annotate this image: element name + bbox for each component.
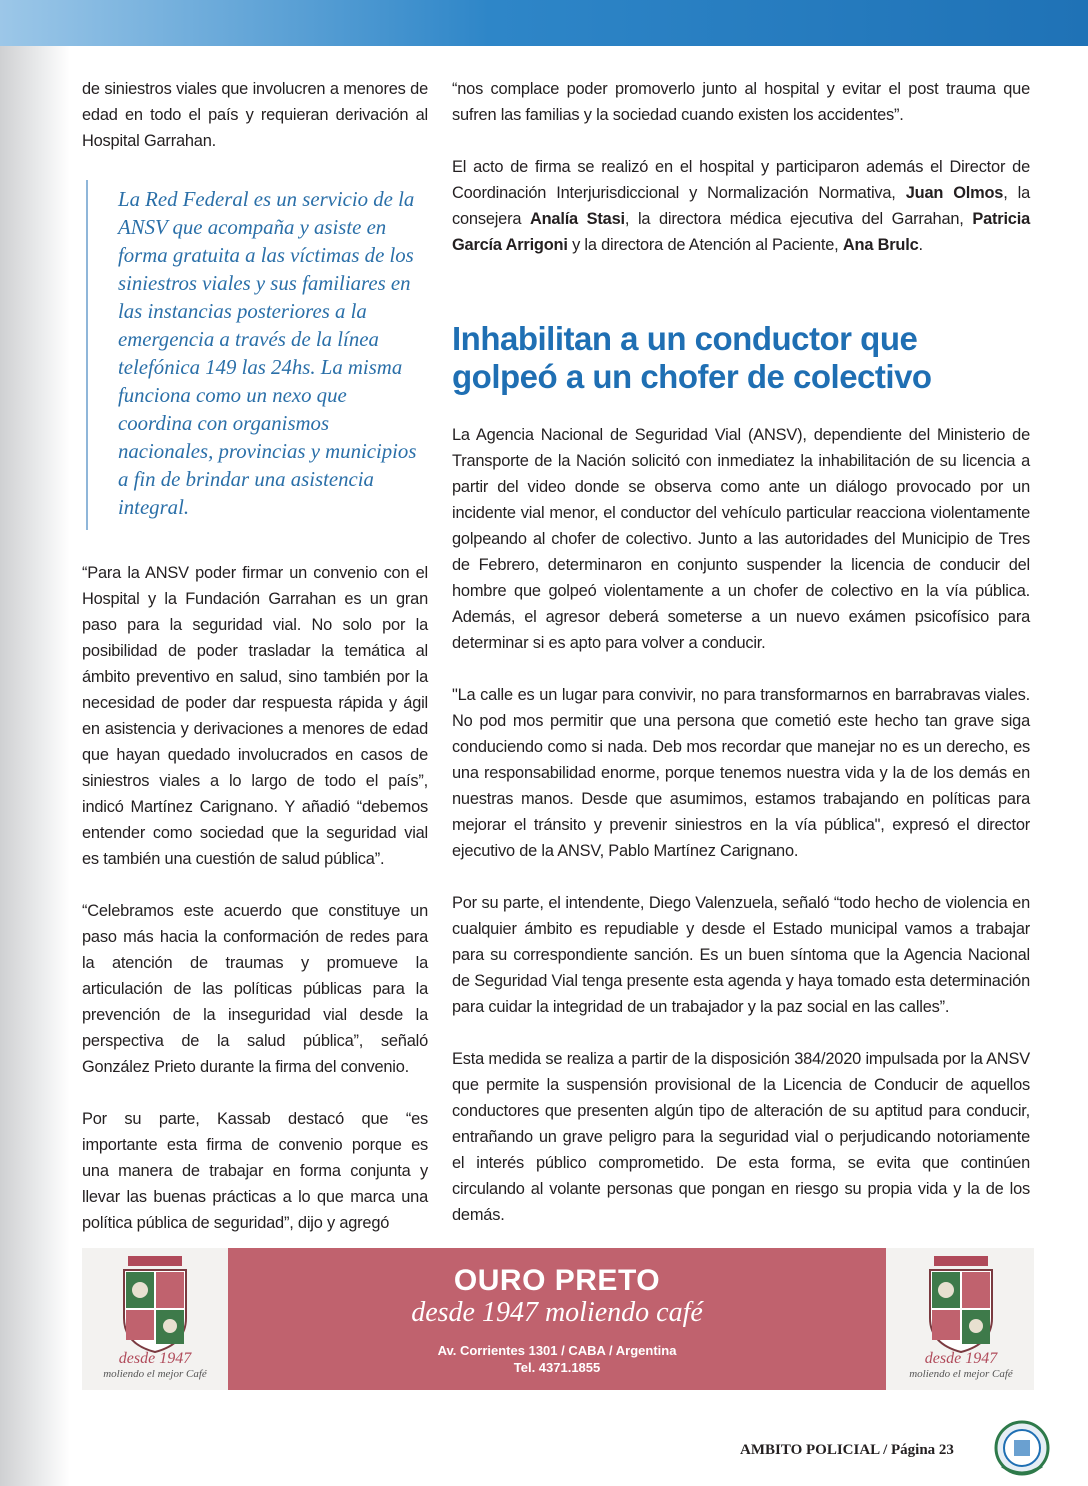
right-paragraph-3: La Agencia Nacional de Seguridad Vial (ANSV), dependiente del Ministerio de Transporte de la Nación solicitó con inmediatez la inhabilitación de su licencia a partir del video donde se observa como ante un diálogo provocado por un incidente vial menor, el conductor del vehículo particular reacciona violentamente golpeando al chofer de colectivo. Junto a las autoridades del Municipio de Tres de Febrero, determinaron en conjunto suspender la licencia de conducir del hombre que golpeó violentamente a un chofer de colectivo en la vía pública. Además, el agresor deberá someterse a un nuevo exámen psicofísico para determinar si es apto para volver a conducir. bbox=[452, 426, 1030, 652]
text-span: y la directora de Atención al Paciente, bbox=[567, 236, 843, 254]
right-paragraph-1: “nos complace poder promoverlo junto al hospital y evitar el post trauma que sufren las familias y la sociedad cuando existen los accidentes”. bbox=[452, 80, 1030, 124]
police-seal-icon bbox=[994, 1418, 1050, 1480]
right-paragraph-6: Esta medida se realiza a partir de la disposición 384/2020 impulsada por la ANSV que permite la suspensión provisional de la Licencia de Conducir de aquellos conductores que presenten algún tipo de alteración de su aptitud para conducir, entrañando un grave peligro para la seguridad vial o perjudicando notoriamente el interés público comprometido. De esta forma, se evita que continúen circulando al volante personas que pongan en riesgo su propia vida y la de los demás. bbox=[452, 1050, 1030, 1224]
crest-logo-left bbox=[82, 1248, 228, 1390]
pull-quote: La Red Federal es un servicio de la ANSV que acompaña y asiste en forma gratuita a las víctimas de los siniestros viales y sus familiares en las instancias posteriores a la emergencia a través de la línea telefónica 149 las 24hs. La misma funciona como un nexo que coordina con organismos nacionales, provincias y municipios a fin de brindar una asistencia integral. bbox=[86, 180, 428, 530]
crest-caption: desde 1947 bbox=[118, 1350, 192, 1367]
header-bar bbox=[0, 0, 1088, 46]
crest-subcaption: moliendo el mejor Café bbox=[103, 1368, 207, 1380]
ad-phone: Tel. 4371.1855 bbox=[513, 1360, 601, 1375]
right-paragraph-2 bbox=[452, 154, 1030, 258]
ad-address: Av. Corrientes 1301 / CABA / Argentina bbox=[437, 1343, 677, 1358]
person-name: Analía Stasi bbox=[529, 210, 625, 228]
ad-brand-name: OURO PRETO bbox=[453, 1264, 661, 1297]
article-headline: Inhabilitan a un conductor que golpeó a un chofer de colectivo bbox=[452, 320, 932, 395]
left-paragraph-4: Por su parte, Kassab destacó que “es importante esta firma de convenio porque es una manera de trabajar en forma conjunta y llevar las buenas prácticas a lo que marca una política pública de seguridad”, dijo y agregó bbox=[82, 1110, 428, 1232]
page-footer: AMBITO POLICIAL / Página 23 bbox=[740, 1442, 954, 1458]
right-paragraph-5: Por su parte, el intendente, Diego Valenzuela, señaló “todo hecho de violencia en cualquier ámbito es repudiable y desde el Estado municipal vamos a trabajar para su correspondiente sanción. Es un buen síntoma que la Agencia Nacional de Seguridad Vial tenga presente esta agenda y haya tomado esta determinación para cuidar la integridad de un trabajador y la paz social en las calles”. bbox=[452, 894, 1030, 1016]
page-gutter-shadow bbox=[0, 46, 70, 1486]
left-paragraph-2: “Para la ANSV poder firmar un convenio con el Hospital y la Fundación Garrahan es un gran paso para la seguridad vial. No solo por la posibilidad de poder trasladar la temática al ámbito preventivo en salud, sino también por la necesidad de poder dar respuesta rápida y ágil en asistencia y derivaciones a menores de edad que hayan quedado involucrados en casos de siniestros viales a lo largo de todo el país”, indicó Martínez Carignano. Y añadió “debemos entender como sociedad que la seguridad vial es también una cuestión de salud pública”. bbox=[82, 564, 428, 868]
ad-center-panel bbox=[228, 1248, 886, 1390]
advertisement-banner[interactable] bbox=[82, 1248, 1034, 1390]
text-span: , la consejera bbox=[452, 184, 1030, 228]
left-paragraph-3: “Celebramos este acuerdo que constituye un paso más hacia la conformación de redes para la atención de traumas y promueve la articulación de las políticas públicas para la prevención de la inseguridad vial desde la perspectiva de la salud pública”, señaló González Prieto durante la firma del convenio. bbox=[82, 902, 428, 1076]
person-name: Patricia García Arrigoni bbox=[452, 210, 1030, 254]
crest-caption: desde 1947 bbox=[924, 1350, 998, 1367]
crest-subcaption: moliendo el mejor Café bbox=[909, 1368, 1013, 1380]
left-column bbox=[82, 76, 428, 1236]
text-span: . bbox=[918, 236, 923, 254]
ad-slogan: desde 1947 moliendo café bbox=[411, 1297, 703, 1328]
text-span: El acto de firma se realizó en el hospital y participaron además el Director de Coordinación Interjurisdiccional y Normalización Normativa, bbox=[452, 158, 1030, 202]
person-name: Ana Brulc bbox=[842, 236, 919, 254]
left-paragraph-1: de siniestros viales que involucren a menores de edad en todo el país y requieran derivación al Hospital Garrahan. bbox=[82, 80, 428, 150]
text-span: , la directora médica ejecutiva del Garrahan, bbox=[624, 210, 973, 228]
right-column bbox=[452, 76, 1030, 1228]
right-paragraph-4: "La calle es un lugar para convivir, no para transformarnos en barrabravas viales. No pod mos permitir que una persona que cometió este hecho tan grave siga conduciendo como si nada. Deb mos recordar que manejar no es un derecho, es una responsabilidad enorme, porque tenemos nuestra vida y la de los demás en nuestras manos. Desde que asumimos, estamos trabajando en políticas para mejorar el tránsito y prevenir siniestros en la vía pública", expresó el director ejecutivo de la ANSV, Pablo Martínez Carignano. bbox=[452, 686, 1030, 860]
person-name: Juan Olmos bbox=[905, 184, 1004, 202]
crest-logo-right bbox=[888, 1248, 1034, 1390]
